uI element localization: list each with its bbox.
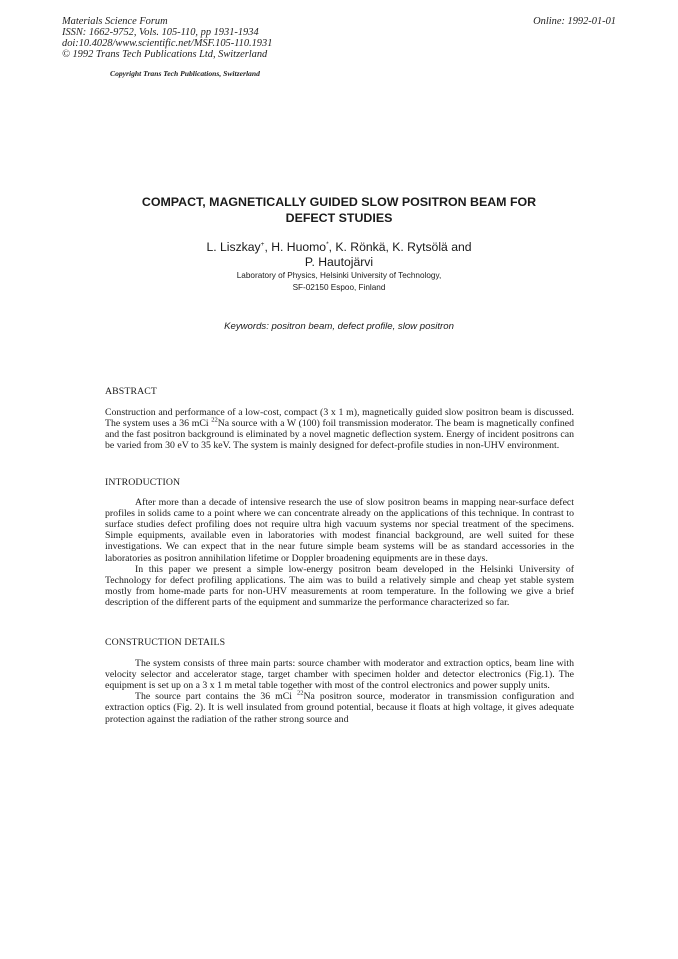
introduction-section (105, 477, 574, 608)
abstract-heading: ABSTRACT (105, 386, 157, 397)
abstract-text-part-2: Na source with a W (100) foil transmission moderator. The beam is magnetically confined and the fast positron background is eliminated by a novel magnetic deflection system. Energy of incident positrons can be varied from 30 eV to 35 keV. The system is mainly designed for defect-profile studies in non-UHV environment. (105, 418, 574, 452)
paper-title (100, 195, 578, 226)
author-2: , H. Huomo (264, 240, 327, 254)
introduction-paragraph-1: After more than a decade of intensive research the use of slow positron beams in mapping near-surface defect profiles in solids came to a point where we can concentrate already on the applications of this technique. In contrast to surface studies defect profiling does not require ultra high vacuum systems nor special treatment of the specimens. Simple equipments, available even in laboratories with modest financial background, are well suited for these investigations. We can expect that in the near future simple beam systems will be as standard accessories in the laboratories as positron annihilation lifetime or Doppler broadening equipments are in these days. (105, 497, 574, 564)
introduction-heading: INTRODUCTION (105, 477, 181, 488)
journal-name: Materials Science Forum (62, 16, 168, 27)
construction-heading: CONSTRUCTION DETAILS (105, 637, 226, 648)
construction-paragraph-2-part-2: Na positron source, moderator in transmission configuration and extraction optics (Fig. 2). It is well insulated from ground potential, because it floats at high voltage, it gives adequate protection against the radiation of the rather strong source and (105, 691, 574, 725)
affiliation (110, 270, 568, 293)
introduction-paragraph-2: In this paper we present a simple low-energy positron beam developed in the Helsinki University of Technology for defect profiling applications. The aim was to build a relatively simple and cheap yet stable system mostly from home-made parts for non-UHV measurements at room temperature. In the following we give a brief description of the different parts of the equipment and summarize the performance characterized so far. (105, 563, 574, 608)
construction-paragraph-1: The system consists of three main parts: source chamber with moderator and extraction optics, beam line with velocity selector and accelerator stage, target chamber with specimen holder and detector electronics (Fig.1). The equipment is set up on a 3 x 1 m metal table together with most of the control electronics and power supply units. (105, 658, 574, 692)
construction-paragraph-2 (105, 691, 574, 724)
issn-line: ISSN: 1662-9752, Vols. 105-110, pp 1931-1934 (62, 27, 259, 38)
authors (110, 240, 568, 270)
abstract-section (105, 386, 574, 451)
authors-line-2: P. Hautojärvi (304, 255, 374, 269)
abstract-text-part-1: Construction and performance of a low-cost, compact (3 x 1 m), magnetically guided slow positron beam is discussed. The system uses a 36 mCi (105, 407, 574, 430)
authors-rest: , K. Rönkä, K. Rytsölä and (328, 240, 472, 254)
online-date: Online: 1992-01-01 (533, 16, 616, 27)
affiliation-line-1: Laboratory of Physics, Helsinki University of Technology, (236, 271, 442, 280)
authors-line-1 (110, 240, 568, 255)
author-1: L. Liszkay (206, 240, 261, 254)
abstract-text (105, 407, 574, 451)
affiliation-line-2: SF-02150 Espoo, Finland (292, 282, 386, 292)
title-line-1: COMPACT, MAGNETICALLY GUIDED SLOW POSITRON BEAM FOR (141, 195, 537, 209)
title-line-2: DEFECT STUDIES (285, 210, 393, 225)
construction-superscript: 22 (296, 690, 304, 698)
abstract-superscript: 22 (211, 416, 218, 424)
copyright-line: © 1992 Trans Tech Publications Ltd, Switzerland (62, 49, 268, 60)
publisher-copyright: Copyright Trans Tech Publications, Switzerland (110, 69, 260, 78)
doi-link[interactable]: doi:10.4028/www.scientific.net/MSF.105-110.1931 (62, 38, 273, 49)
keywords: Keywords: positron beam, defect profile, slow positron (224, 321, 454, 332)
author-1-mark: + (260, 240, 265, 248)
construction-section (105, 637, 574, 725)
author-2-mark: * (326, 240, 329, 248)
construction-paragraph-2-part-1: The source part contains the 36 mCi (135, 691, 297, 703)
